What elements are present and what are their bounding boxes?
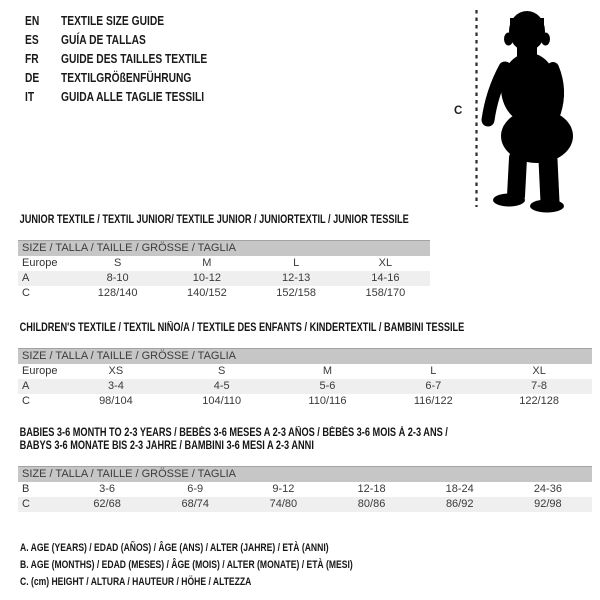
table-cell: 3-6 <box>99 483 116 495</box>
size-header-bar: SIZE / TALLA / TAILLE / GRÖSSE / TAGLIA <box>18 466 592 482</box>
children-size-table <box>18 364 592 409</box>
table-cell: 68/74 <box>181 498 209 510</box>
section-title: CHILDREN'S TEXTILE / TEXTIL NIÑO/A / TEXTILE DES ENFANTS / KINDERTEXTIL / BAMBINI TESSILE <box>19 322 465 334</box>
table-cell: S <box>113 257 122 269</box>
table-row <box>18 286 430 301</box>
section-title-block <box>18 427 592 453</box>
table-cell: 4-5 <box>213 380 230 392</box>
table-cell: 128/140 <box>97 287 138 299</box>
junior-section <box>18 214 430 301</box>
section-title: JUNIOR TEXTILE / TEXTIL JUNIOR/ TEXTILE JUNIOR / JUNIORTEXTIL / JUNIOR TESSILE <box>19 214 409 226</box>
language-title: TEXTILE SIZE GUIDE <box>61 14 165 28</box>
table-cell: 74/80 <box>269 498 298 510</box>
table-cell: 110/116 <box>308 395 347 407</box>
section-title: BABIES 3-6 MONTH TO 2-3 YEARS / BEBÉS 3-6 MESES A 2-3 AÑOS / BÉBÉS 3-6 MOIS À 2-3 ANS / <box>19 427 448 439</box>
language-title: GUIDE DES TAILLES TEXTILE <box>61 52 208 66</box>
baby-shape <box>488 11 573 213</box>
language-code: DE <box>25 71 40 85</box>
table-cell: 18-24 <box>445 483 474 495</box>
language-title: GUIDA ALLE TAGLIE TESSILI <box>61 90 205 104</box>
row-label: Europe <box>22 257 58 269</box>
table-cell: L <box>430 365 437 377</box>
table-cell: M <box>202 257 212 269</box>
language-code: ES <box>25 33 39 47</box>
table-cell: 6-7 <box>425 380 442 392</box>
table-cell: XS <box>108 365 124 377</box>
table-cell: 12-18 <box>357 483 386 495</box>
size-figure <box>445 5 600 213</box>
table-cell: 12-13 <box>282 272 311 284</box>
language-code: IT <box>25 90 35 104</box>
language-row <box>25 88 239 107</box>
language-title: GUÍA DE TALLAS <box>61 33 146 47</box>
table-cell: 8-10 <box>106 272 129 284</box>
table-row <box>18 271 430 286</box>
table-cell: 158/170 <box>365 287 406 299</box>
size-header-bar: SIZE / TALLA / TAILLE / GRÖSSE / TAGLIA <box>18 240 430 256</box>
table-cell: 104/110 <box>202 395 242 407</box>
section-title-block <box>18 322 592 335</box>
table-row <box>18 364 592 379</box>
table-cell: 3-4 <box>107 380 124 392</box>
table-cell: 24-36 <box>533 483 562 495</box>
table-row <box>18 256 430 271</box>
table-row <box>18 482 592 497</box>
table-row <box>18 394 592 409</box>
table-cell: 80/86 <box>357 498 386 510</box>
table-cell: 5-6 <box>319 380 336 392</box>
table-cell: 98/104 <box>99 395 133 407</box>
section-title-block <box>18 214 430 227</box>
table-cell: S <box>218 365 226 377</box>
table-cell: XL <box>378 257 393 269</box>
table-cell: 10-12 <box>192 272 221 284</box>
footnote-c: C. (cm) HEIGHT / ALTURA / HAUTEUR / HÖHE / ALTEZZA <box>20 576 252 588</box>
row-label: B <box>22 483 30 495</box>
language-row <box>25 31 239 50</box>
row-label: A <box>22 272 30 284</box>
table-cell: 152/158 <box>276 287 316 299</box>
row-label: C <box>22 287 30 299</box>
section-title-line2: BABYS 3-6 MONATE BIS 2-3 JAHRE / BAMBINI 3-6 MESI A 2-3 ANNI <box>19 440 314 452</box>
table-cell: 116/122 <box>413 395 453 407</box>
table-cell: 86/92 <box>445 498 474 510</box>
table-cell: 9-12 <box>272 483 295 495</box>
row-label: A <box>22 380 30 392</box>
table-cell: XL <box>532 365 546 377</box>
footnotes <box>20 540 447 591</box>
table-cell: 7-8 <box>531 380 548 392</box>
language-list <box>25 12 239 107</box>
table-cell: 14-16 <box>371 272 400 284</box>
height-measure-label: C <box>454 105 463 117</box>
language-title: TEXTILGRÖßENFÜHRUNG <box>61 71 192 85</box>
language-row <box>25 69 239 88</box>
table-cell: 122/128 <box>519 395 559 407</box>
babies-size-table <box>18 482 592 512</box>
toddler-silhouette <box>445 5 600 213</box>
table-row <box>18 497 592 512</box>
junior-size-table <box>18 256 430 301</box>
babies-section <box>18 427 592 512</box>
children-section <box>18 322 592 409</box>
row-label: Europe <box>22 365 58 377</box>
footnote-b: B. AGE (MONTHS) / EDAD (MESES) / ÂGE (MOIS) / ALTER (MONATE) / ETÀ (MESI) <box>20 559 353 571</box>
row-label: C <box>22 395 30 407</box>
language-code: EN <box>25 14 40 28</box>
table-row <box>18 379 592 394</box>
language-row <box>25 50 239 69</box>
table-cell: 62/68 <box>93 498 121 510</box>
table-cell: L <box>293 257 300 269</box>
table-cell: 6-9 <box>187 483 204 495</box>
language-code: FR <box>25 52 39 66</box>
table-cell: M <box>322 365 333 377</box>
row-label: C <box>22 498 30 510</box>
footnote-a: A. AGE (YEARS) / EDAD (AÑOS) / ÂGE (ANS) / ALTER (JAHRE) / ETÀ (ANNI) <box>20 542 329 554</box>
size-header-bar: SIZE / TALLA / TAILLE / GRÖSSE / TAGLIA <box>18 348 592 364</box>
language-row <box>25 12 239 31</box>
table-cell: 92/98 <box>534 498 562 510</box>
table-cell: 140/152 <box>186 287 227 299</box>
